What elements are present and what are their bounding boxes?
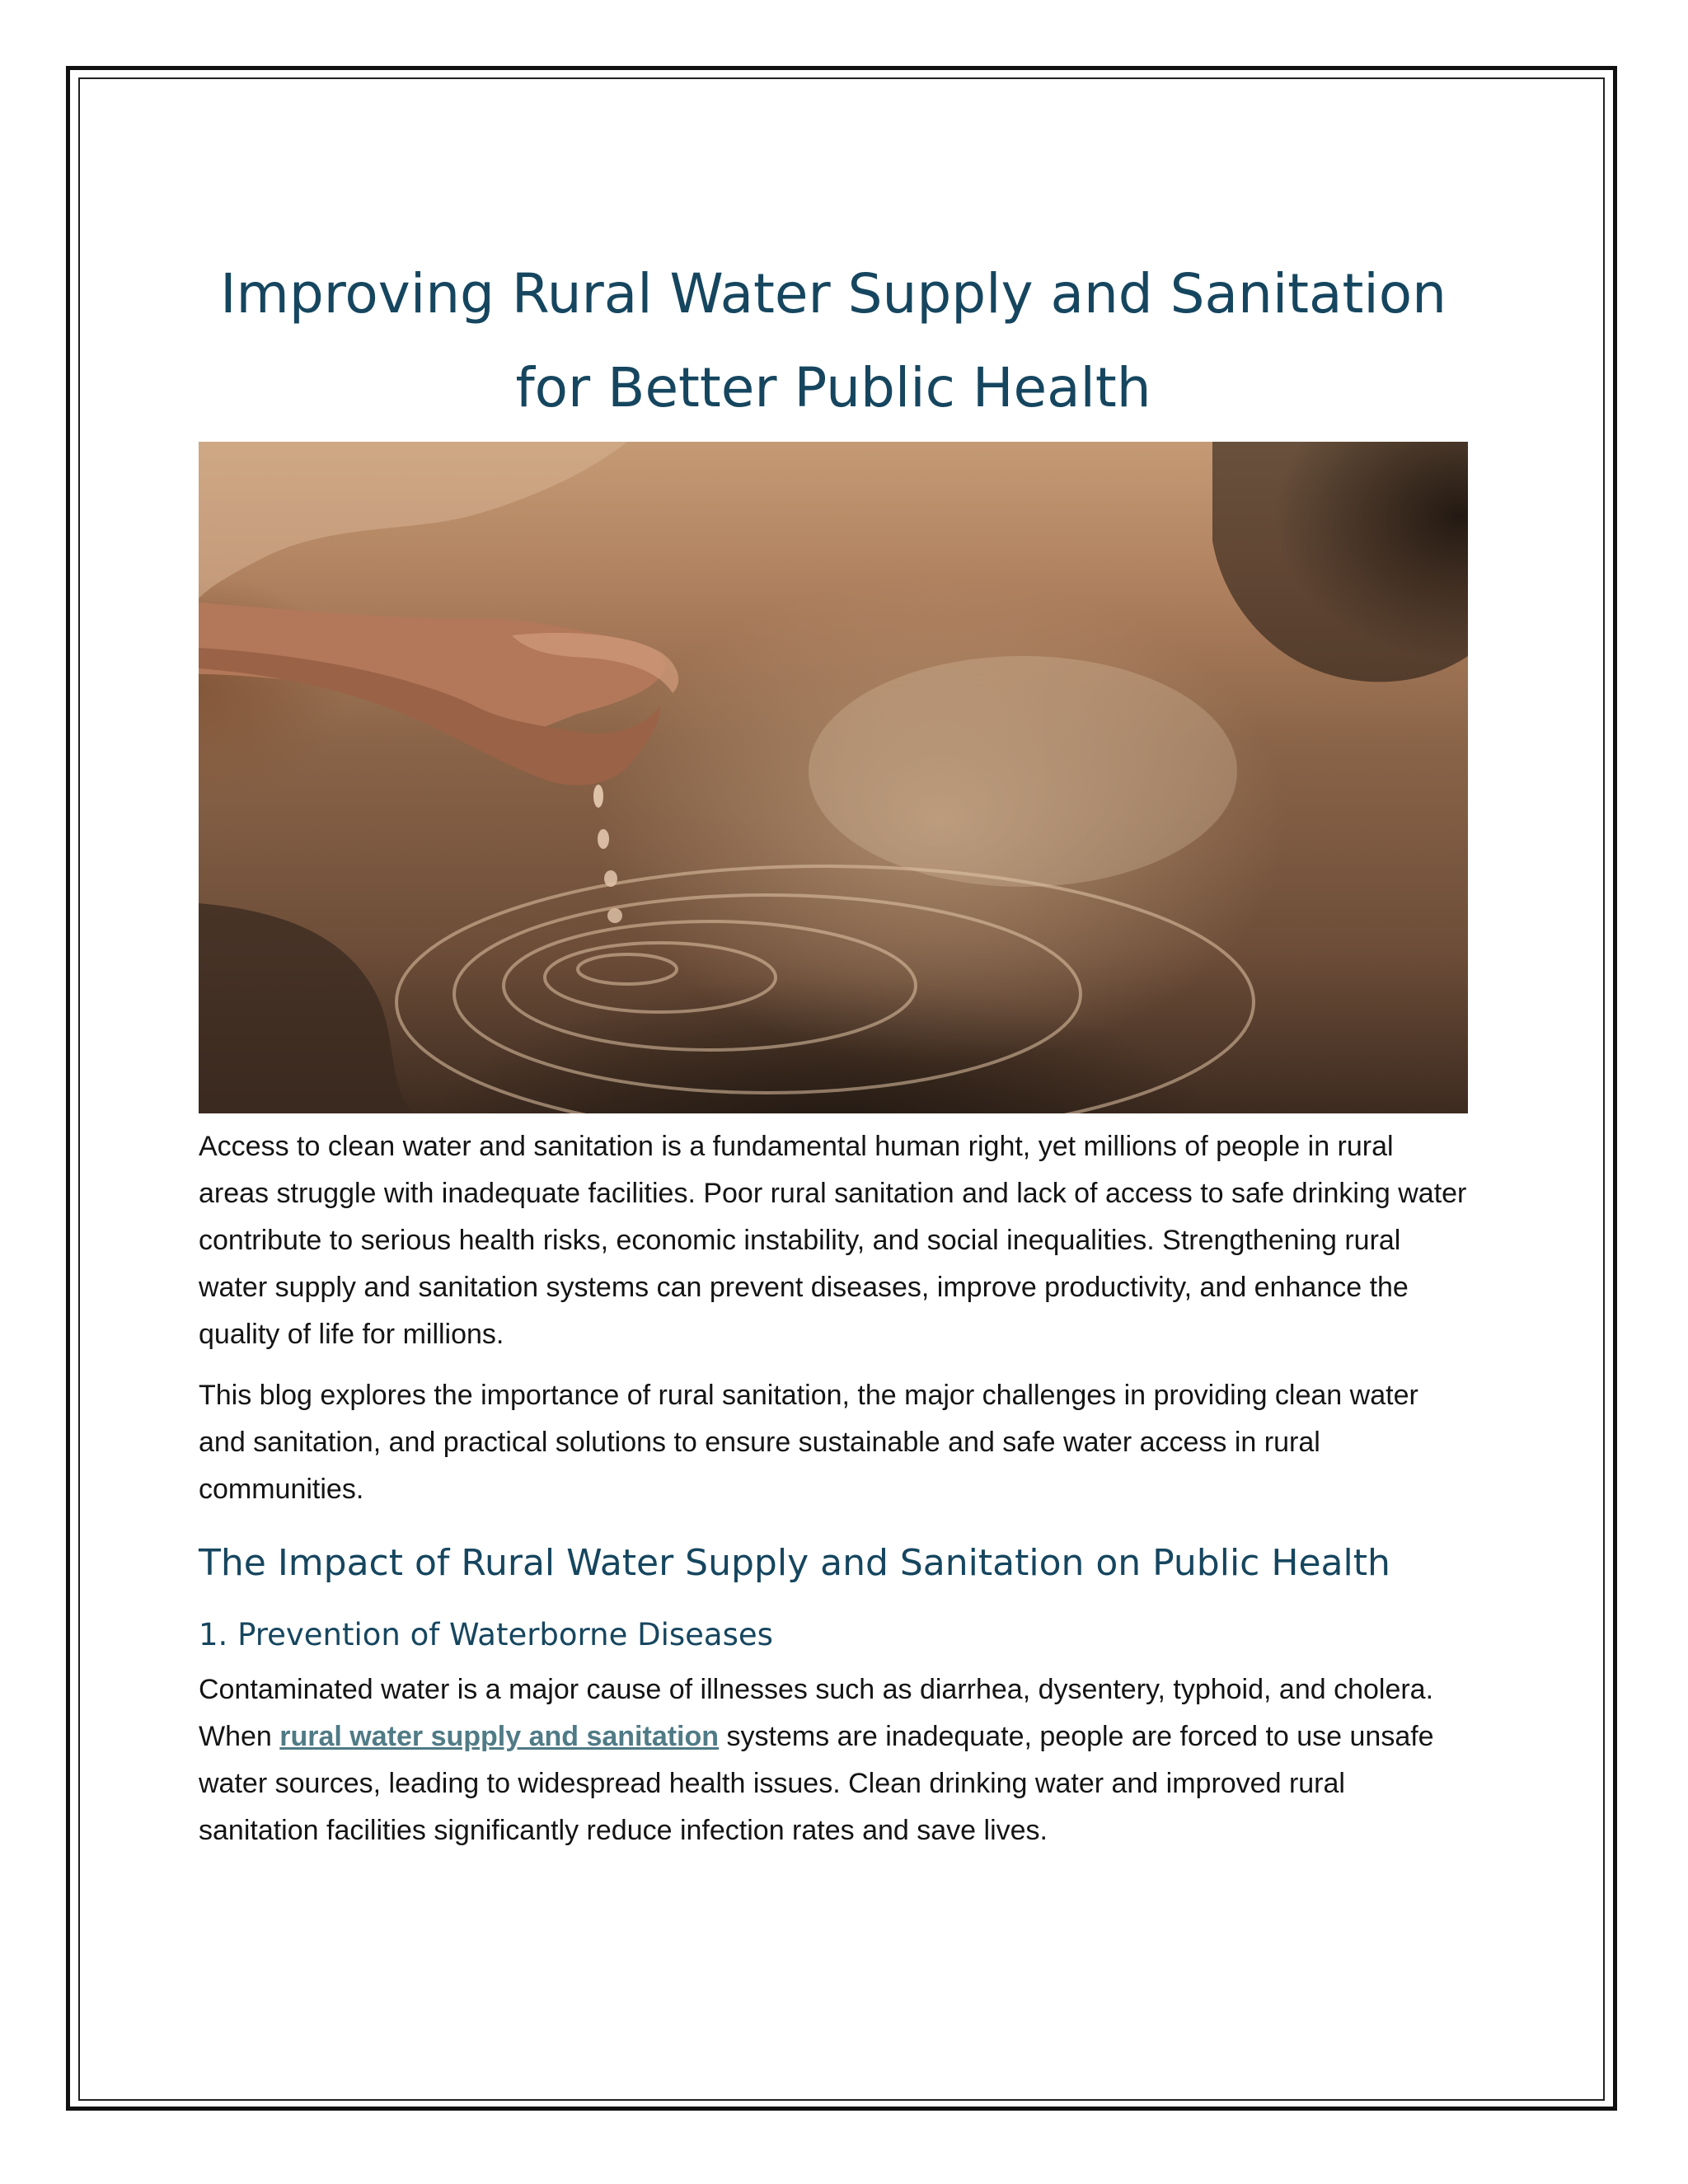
text-before-link: Contaminated water is a major cause of illnesses such as diarrhea, dysentery, typhoid, and cholera. When <box>199 1674 1434 1752</box>
title-line-1: Improving Rural Water Supply and Sanitation <box>220 262 1447 326</box>
text-after-link: systems are inadequate, people are forced to use unsafe water sources, leading to widespread health issues. Clean drinking water and improved rural sanitation facilities significantly reduce infection rates and save lives. <box>199 1721 1434 1846</box>
document-body <box>199 247 1468 1854</box>
subsection-heading: 1. Prevention of Waterborne Diseases <box>199 1617 773 1652</box>
hero-image <box>199 442 1468 1113</box>
hands-water-photo <box>199 442 1468 1113</box>
intro-paragraph-1: Access to clean water and sanitation is a fundamental human right, yet millions of people in rural areas struggle with inadequate facilities. Poor rural sanitation and lack of access to safe drinking water contribute to serious health risks, economic instability, and social inequalities. Strengthening rural water supply and sanitation systems can prevent diseases, improve productivity, and enhance the quality of life for millions. <box>199 1131 1467 1350</box>
title-line-2: for Better Public Health <box>515 356 1151 419</box>
section-heading: The Impact of Rural Water Supply and Sanitation on Public Health <box>199 1542 1390 1584</box>
intro-paragraph-2: This blog explores the importance of rural sanitation, the major challenges in providing clean water and sanitation, and practical solutions to ensure sustainable and safe water access in rural communities. <box>199 1380 1418 1505</box>
subsection-paragraph <box>199 1666 1468 1854</box>
rural-water-supply-link[interactable]: rural water supply and sanitation <box>279 1721 720 1752</box>
document-title <box>199 247 1468 435</box>
